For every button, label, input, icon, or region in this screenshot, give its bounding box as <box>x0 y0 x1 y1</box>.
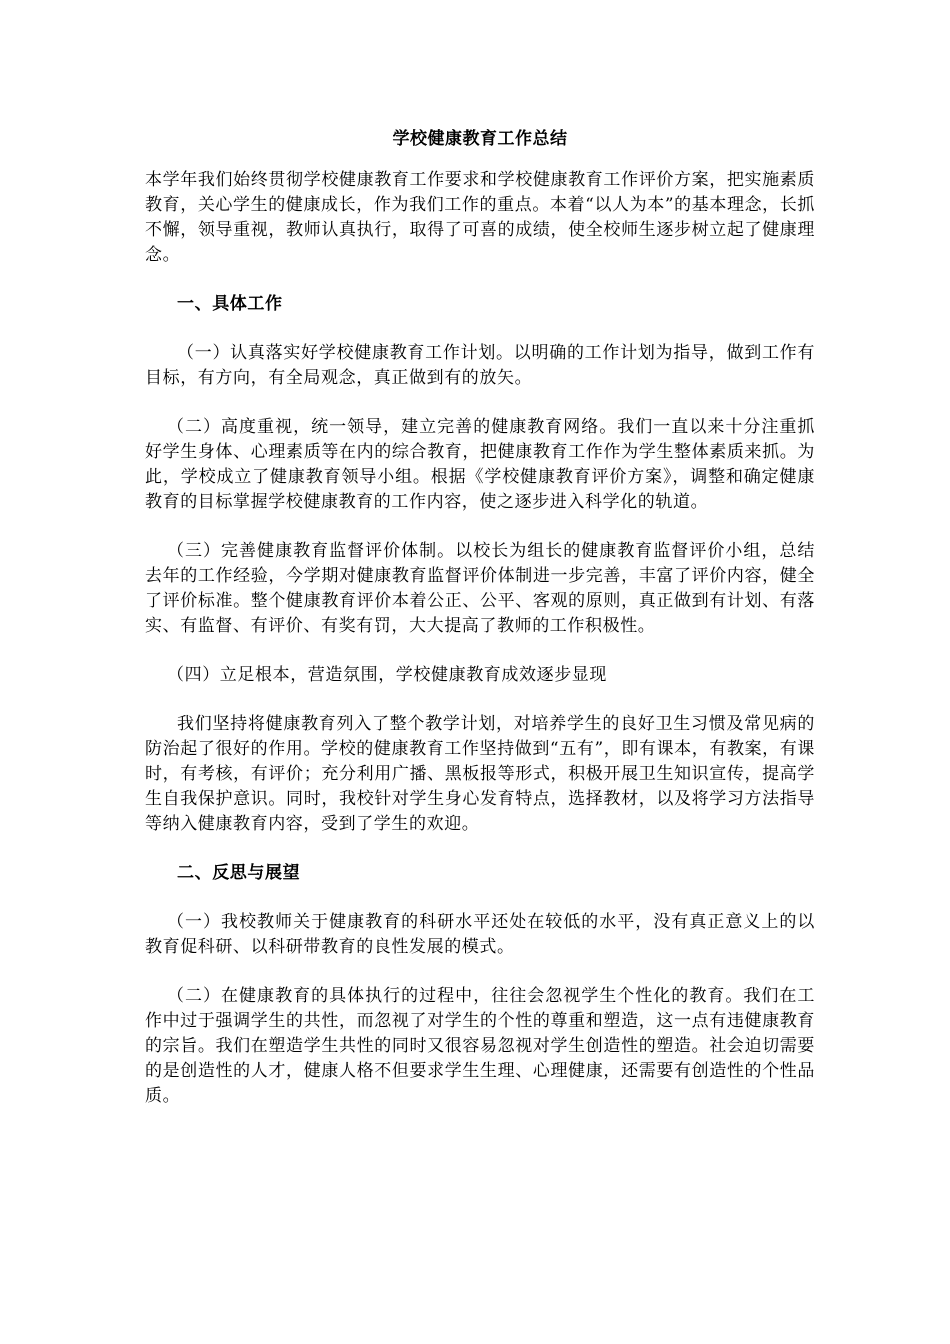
section-heading-work: 一、具体工作 <box>177 294 283 314</box>
work-paragraph-3: （三）完善健康教育监督评价体制。以校长为组长的健康教育监督评价小组，总结去年的工作经验，今学期对健康教育监督评价体制进一步完善，丰富了评价内容，健全了评价标准。整个健康教育评价本着公正、公平、客观的原则，真正做到有计划、有落实、有监督、有评价、有奖有罚，大大提高了教师的工作积极性。 <box>145 541 815 636</box>
reflection-paragraph-1: （一）我校教师关于健康教育的科研水平还处在较低的水平，没有真正意义上的以教育促科研、以科研带教育的良性发展的模式。 <box>145 912 815 957</box>
intro-paragraph: 本学年我们始终贯彻学校健康教育工作要求和学校健康教育工作评价方案，把实施素质教育，关心学生的健康成长，作为我们工作的重点。本着“以人为本”的基本理念，长抓不懈，领导重视，教师认真执行，取得了可喜的成绩，使全校师生逐步树立起了健康理念。 <box>145 170 815 265</box>
document-title: 学校健康教育工作总结 <box>392 129 568 149</box>
work-paragraph-1: （一）认真落实好学校健康教育工作计划。以明确的工作计划为指导，做到工作有目标，有方向，有全局观念，真正做到有的放矢。 <box>145 343 815 388</box>
document-page <box>145 118 815 1133</box>
work-paragraph-2: （二）高度重视，统一领导，建立完善的健康教育网络。我们一直以来十分注重抓好学生身体、心理素质等在内的综合教育，把健康教育工作作为学生整体素质来抓。为此，学校成立了健康教育领导小组。根据《学校健康教育评价方案》，调整和确定健康教育的目标掌握学校健康教育的工作内容，使之逐步进入科学化的轨道。 <box>145 417 815 512</box>
work-paragraph-4: （四）立足根本，营造氛围，学校健康教育成效逐步显现 <box>167 665 607 685</box>
section-heading-reflection: 二、反思与展望 <box>177 863 301 883</box>
work-paragraph-5: 我们坚持将健康教育列入了整个教学计划，对培养学生的良好卫生习惯及常见病的防治起了很好的作用。学校的健康教育工作坚持做到“五有”，即有课本，有教案，有课时，有考核，有评价；充分利用广播、黑板报等形式，积极开展卫生知识宣传，提高学生自我保护意识。同时，我校针对学生身心发育特点，选择教材，以及将学习方法指导等纳入健康教育内容，受到了学生的欢迎。 <box>145 714 815 834</box>
reflection-paragraph-2: （二）在健康教育的具体执行的过程中，往往会忽视学生个性化的教育。我们在工作中过于强调学生的共性，而忽视了对学生的个性的尊重和塑造，这一点有违健康教育的宗旨。我们在塑造学生共性的同时又很容易忽视对学生创造性的塑造。社会迫切需要的是创造性的人才，健康人格不但要求学生生理、心理健康，还需要有创造性的个性品质。 <box>145 986 815 1106</box>
